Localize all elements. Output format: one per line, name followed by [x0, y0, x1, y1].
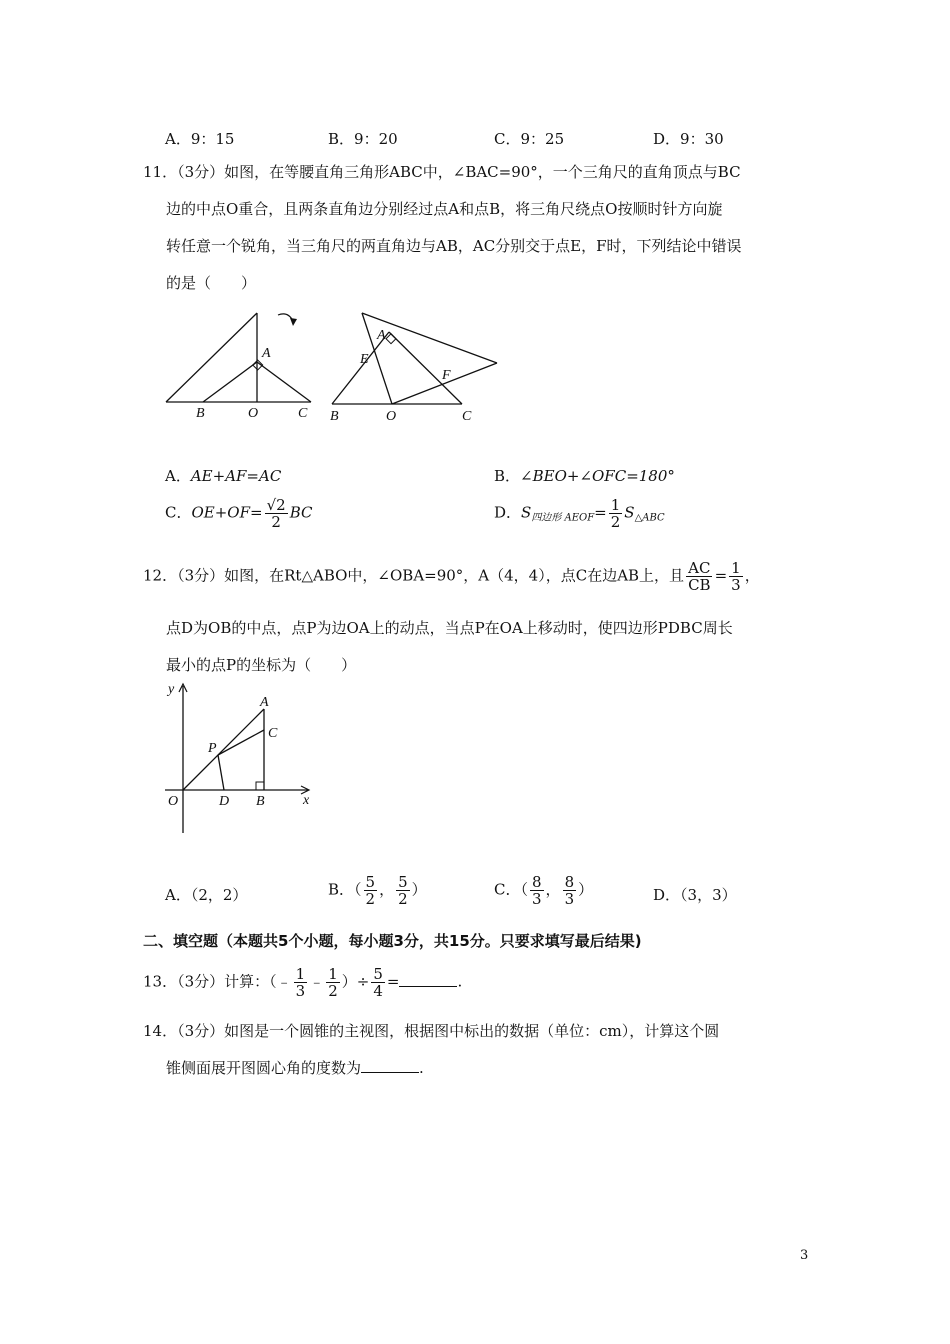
- fig2-label-a: A: [377, 328, 386, 343]
- fig2-label-c: C: [462, 409, 472, 424]
- q11-figure-2: [322, 305, 507, 430]
- q11-figure-1: [160, 305, 320, 425]
- q11-heading: [143, 161, 741, 182]
- fraction: $\frac{1}{2}$: [610, 496, 621, 531]
- fig3-label-x: x: [303, 793, 310, 808]
- q12-option-a: A．（2，2）: [165, 886, 248, 904]
- fraction: $\frac{√2}{2}$: [266, 496, 286, 531]
- answer-blank: [399, 985, 457, 987]
- q11-stem-line-1: 如图，在等腰直角三角形ABC中，∠BAC=90°，一个三角尺的直角顶点与BC: [224, 163, 741, 181]
- q11-stem-line-4: 的是（ ）: [166, 274, 257, 292]
- fig3-label-o: O: [168, 794, 179, 809]
- q14-line-1: 14．（3分）如图是一个圆锥的主视图，根据图中标出的数据（单位：cm），计算这个圆: [143, 1022, 720, 1040]
- fig2-label-e: E: [360, 352, 369, 367]
- fig1-label-o: O: [248, 406, 259, 421]
- q11-stem-line-3: 转任意一个锐角，当三角尺的两直角边与AB，AC分别交于点E，F时，下列结论中错误: [166, 237, 742, 255]
- page-number: 3: [800, 1248, 809, 1263]
- q12-option-c: C．（ $\frac{8}{3}$ ， $\frac{8}{3}$ ）: [494, 873, 594, 908]
- q12-option-d: D．（3，3）: [653, 886, 737, 904]
- answer-blank: [361, 1071, 419, 1073]
- q11-option-d: D．$S_{四边形 AEOF}=$ $\frac{1}{2}$ $S_{\triangle ABC}$: [494, 496, 665, 531]
- fig1-label-c: C: [298, 406, 308, 421]
- fig2-label-o: O: [386, 409, 397, 424]
- fig3-label-d: D: [219, 794, 230, 809]
- q12-heading: 12．（3分）如图，在Rt△ABO中，∠OBA=90°，A（4，4），点C在边AB上，且 $\frac{AC}{CB}$ = $\frac{1}{3}$ ，: [143, 559, 760, 594]
- fig3-label-b: B: [256, 794, 265, 809]
- q12-number: 12．: [143, 566, 178, 585]
- q11-option-b: B．∠BEO+∠OFC=180°: [494, 467, 675, 485]
- q12-line-2: 点D为OB的中点，点P为边OA上的动点，当点P在OA上移动时，使四边形PDBC周长: [166, 619, 733, 637]
- ratio-fraction: $\frac{AC}{CB}$: [688, 559, 711, 594]
- q13: 13．（3分）计算：（﹣ $\frac{1}{3}$ ﹣ $\frac{1}{2}$ ）÷ $\frac{5}{4}$ = .: [143, 965, 463, 1000]
- q10-option-d: D．9：30: [653, 130, 724, 148]
- q11-option-c: C．OE+OF= $\frac{√2}{2}$ BC: [165, 496, 313, 531]
- q12-score: （3分）: [177, 566, 225, 585]
- q11-number: 11．: [143, 163, 178, 181]
- q12-figure: [160, 678, 320, 838]
- fig2-label-b: B: [330, 409, 339, 424]
- fig1-label-b: B: [196, 406, 205, 421]
- q11-stem-line-2: 边的中点O重合，且两条直角边分别经过点A和点B，将三角尺绕点O按顺时针方向旋: [166, 200, 723, 218]
- q14-line-2: 锥侧面展开图圆心角的度数为 .: [166, 1059, 424, 1077]
- q10-option-a: A．9：15: [165, 130, 235, 148]
- fig3-label-a: A: [260, 695, 269, 710]
- fig3-label-y: y: [168, 682, 175, 697]
- q12-line-3: 最小的点P的坐标为（ ）: [166, 656, 357, 674]
- ratio-value: $\frac{1}{3}$: [731, 559, 741, 594]
- q12-line-1: 如图，在Rt△ABO中，∠OBA=90°，A（4，4），点C在边AB上，且: [224, 566, 685, 585]
- fig1-label-a: A: [262, 346, 271, 361]
- fig2-label-f: F: [442, 368, 451, 383]
- q11-option-a: A．AE+AF=AC: [165, 467, 282, 485]
- q10-option-c: C．9：25: [494, 130, 565, 148]
- q11-score: （3分）: [177, 163, 225, 181]
- q12-option-b: B．（ $\frac{5}{2}$ ， $\frac{5}{2}$ ）: [328, 873, 427, 908]
- q10-option-b: B．9：20: [328, 130, 398, 148]
- section-2-title: 二、填空题（本题共5个小题，每小题3分，共15分。只要求填写最后结果): [143, 932, 642, 950]
- fig3-label-p: P: [208, 741, 217, 756]
- fig3-label-c: C: [268, 726, 278, 741]
